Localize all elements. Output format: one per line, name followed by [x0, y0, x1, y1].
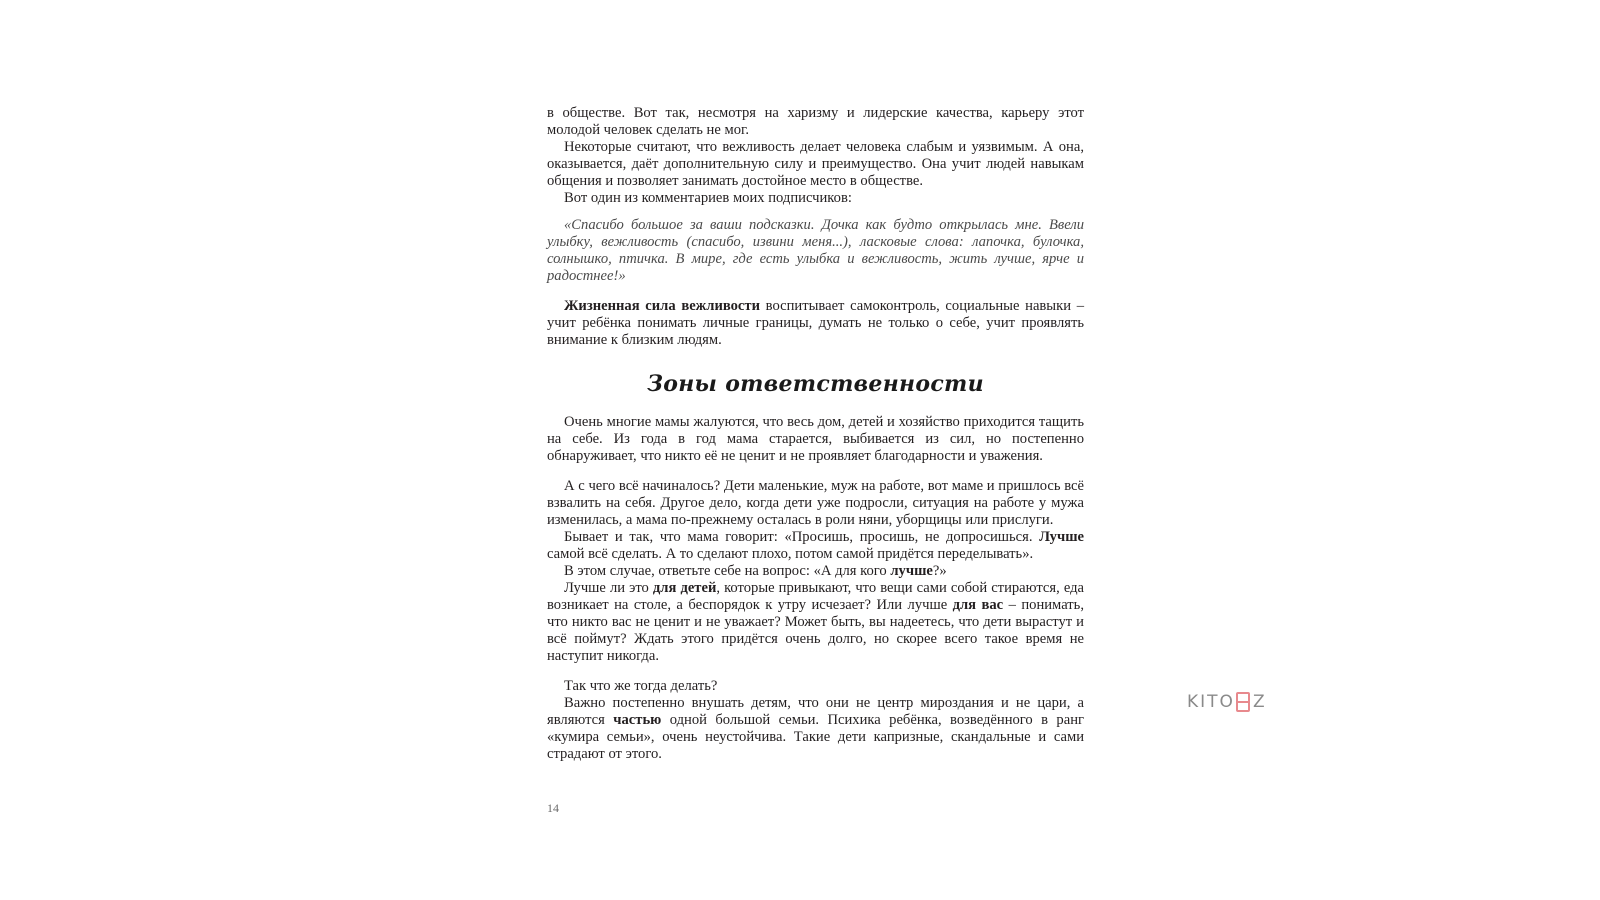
paragraph-comment-intro: Вот один из комментариев моих подписчиков:: [564, 190, 852, 206]
paragraph-society: в обществе. Вот так, несмотря на харизму и лидерские качества, карьеру этот молодой человек сделать не мог.: [547, 105, 1084, 138]
important-part2: одной большой семьи. Психика ребёнка, возведённого в ранг «кумира семьи», очень неустойчива. Такие дети капризные, скандальные и сами страдают от этого.: [547, 712, 1085, 762]
paragraph-what-to-do: Так что же тогда делать?: [564, 678, 718, 694]
watermark-text-left: KITO: [1187, 692, 1235, 712]
ask-yourself-part2: ?»: [932, 563, 947, 579]
better-for-part3: – понимать, что никто вас не ценит и не уважает? Может быть, вы надеетесь, что дети вырастут и всё поймут? Ждать этого придётся очень долго, но скорее всего такое время не наступит никогда.: [547, 597, 1084, 664]
important-part1: Важно постепенно внушать детям, что они не центр мироздания и не цари, а являются: [547, 695, 1084, 728]
paragraph-how-it-started: А с чего всё начиналось? Дети маленькие, муж на работе, вот маме и пришлось всё взвалить на себя. Другое дело, когда дети уже подросли, ситуация на работе у мужа изменилась, а мама по-прежнему осталась в роли няни, уборщицы или прислуги.: [547, 478, 1084, 528]
watermark-logo: [1187, 690, 1267, 714]
book-icon: [1236, 692, 1250, 712]
paragraph-mothers-complain: Очень многие мамы жалуются, что весь дом, детей и хозяйство приходится тащить на себе. Из года в год мама старается, выбивается из сил, но постепенно обнаруживает, что никто её не ценит и не проявляет благодарности и уважения.: [547, 414, 1084, 464]
section-heading: Зоны ответственности: [647, 371, 984, 397]
better-for-bold1: для детей: [652, 580, 717, 596]
subscriber-quote: «Спасибо большое за ваши подсказки. Дочка как будто открылась мне. Ввели улыбку, вежливость (спасибо, извини меня...), ласковые слова: лапочка, булочка, солнышко, птичка. В мире, где есть улыбка и вежливость, жить лучше, ярче и радостнее!»: [547, 217, 1084, 284]
ask-yourself-part1: В этом случае, ответьте себе на вопрос: «А для кого: [564, 563, 891, 579]
better-for-part1: Лучше ли это: [564, 580, 653, 596]
paragraph-mom-says: [547, 529, 1084, 563]
paragraph-politeness-strength: Некоторые считают, что вежливость делает человека слабым и уязвимым. А она, оказывается, даёт дополнительную силу и преимущество. Она учит людей навыкам общения и позволяет занимать достойное место в обществе.: [547, 139, 1084, 189]
paragraph-important: [547, 695, 1084, 763]
mom-says-part2: самой всё сделать. А то сделают плохо, потом самой придётся переделывать».: [547, 546, 1034, 562]
life-force-bold: Жизненная сила вежливости: [564, 298, 760, 314]
watermark-text-right: Z: [1252, 692, 1267, 712]
page-number: 14: [547, 801, 559, 815]
paragraph-life-force: [547, 298, 1084, 349]
life-force-text: воспитывает самоконтроль, социальные навыки – учит ребёнка понимать личные границы, думать не только о себе, учит проявлять внимание к близким людям.: [547, 298, 1084, 348]
paragraph-ask-yourself: [547, 563, 1084, 580]
paragraph-better-for: [547, 580, 1084, 665]
better-for-bold2: для вас: [952, 597, 1004, 613]
mom-says-bold: Лучше: [1039, 529, 1084, 545]
mom-says-part1: Бывает и так, что мама говорит: «Просишь, просишь, не допросишься.: [564, 529, 1040, 545]
better-for-part2: , которые привыкают, что вещи сами собой стираются, еда возникает на столе, а беспорядок к утру исчезает? Или лучше: [547, 580, 1085, 613]
book-page: [547, 105, 1084, 763]
ask-yourself-bold: лучше: [890, 563, 933, 579]
important-bold: частью: [613, 712, 662, 728]
